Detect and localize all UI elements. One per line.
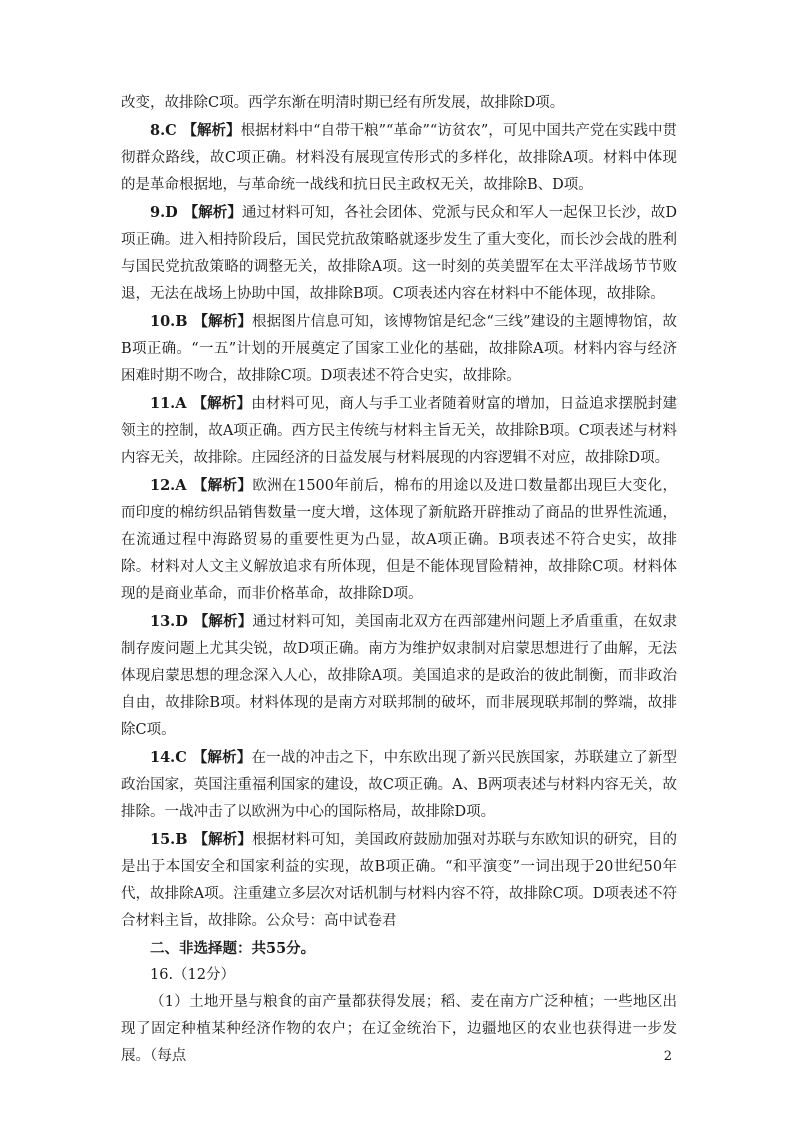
answer-14 (121, 744, 677, 826)
intro-paragraph: 改变，故排除C项。西学东渐在明清时期已经有所发展，故排除D项。 (121, 95, 565, 111)
answer-number: 14.C (150, 749, 187, 766)
analysis-tag: 【解析】 (193, 613, 253, 630)
answer-text: 在一战的冲击之下，中东欧出现了新兴民族国家，苏联建立了新型政治国家，英国注重福利国家的建设，故C项正确。A、B两项表述与材料内容无关，故排除。一战冲击了以欧洲为中心的国际格局，故排除D项。 (121, 750, 678, 820)
analysis-tag: 【解析】 (192, 395, 252, 412)
analysis-tag: 【解析】 (193, 831, 253, 848)
analysis-tag: 【解析】 (192, 477, 253, 494)
answer-8 (121, 117, 677, 199)
answer-text: 通过材料可知，各社会团体、党派与民众和军人一起保卫长沙，故D项正确。进入相持阶段后，国民党抗敌策略就逐步发生了重大变化，而长沙会战的胜利与国民党抗敌策略的调整无关，故排除A项。这一时刻的英美盟军在太平洋战场节节败退，无法在战场上协助中国，故排除B项。C项表述内容在材料中不能体现，故排除。 (121, 205, 678, 302)
question-16-part-1: （1）土地开垦与粮食的亩产量都获得发展；稻、麦在南方广泛种植；一些地区出现了固定种植某种经济作物的农户；在辽金统治下，边疆地区的农业也获得进一步发展。（每点 (121, 994, 677, 1064)
answer-text: 根据图片信息可知，该博物馆是纪念“三线”建设的主题博物馆，故B项正确。“一五”计划的开展奠定了国家工业化的基础，故排除A项。材料内容与经济困难时期不吻合，故排除C项。D项表述不符合史实，故排除。 (121, 314, 678, 384)
answer-number: 13.D (150, 613, 188, 630)
document-body (121, 90, 677, 1070)
answer-number: 12.A (150, 477, 187, 494)
answer-13 (121, 608, 677, 744)
answer-12 (121, 472, 677, 608)
analysis-tag: 【解析】 (183, 204, 243, 221)
answer-9 (121, 199, 677, 308)
answer-number: 8.C (150, 122, 177, 139)
answer-number: 9.D (150, 204, 178, 221)
answer-number: 15.B (150, 831, 188, 848)
answer-text: 欧洲在1500年前后，棉布的用途以及进口数量都出现巨大变化，而印度的棉纺织品销售数量一度大增，这体现了新航路开辟推动了商品的世界性流通，在流通过程中海路贸易的重要性更为凸显，故A项正确。B项表述不符合史实，故排除。材料对人文主义解放追求有所体现，但是不能体现冒险精神，故排除C项。材料体现的是商业革命，而非价格革命，故排除D项。 (121, 478, 678, 602)
analysis-tag: 【解析】 (193, 313, 253, 330)
answer-text: 由材料可见，商人与手工业者随着财富的增加，日益追求摆脱封建领主的控制，故A项正确。西方民主传统与材料主旨无关，故排除B项。C项表述与材料内容无关，故排除。庄园经济的日益发展与材料展现的内容逻辑不对应，故排除D项。 (121, 396, 678, 466)
question-16-label: 16.（12分） (150, 967, 236, 983)
page-number: 2 (663, 1049, 672, 1064)
analysis-tag: 【解析】 (192, 749, 252, 766)
answer-15 (121, 826, 677, 935)
answer-text: 通过材料可知，美国南北双方在西部建州问题上矛盾重重，在奴隶制存废问题上尤其尖锐，故D项正确。南方为维护奴隶制对启蒙思想进行了曲解，无法体现启蒙思想的理念深入人心，故排除A项。美国追求的是政治的彼此制衡，而非政治自由，故排除B项。材料体现的是南方对联邦制的破坏，而非展现联邦制的弊端，故排除C项。 (121, 614, 678, 738)
answer-text: 根据材料中“自带干粮”“革命”“访贫农”，可见中国共产党在实践中贯彻群众路线，故C项正确。材料没有展现宣传形式的多样化，故排除A项。材料中体现的是革命根据地，与革命统一战线和抗日民主政权无关，故排除B、D项。 (121, 123, 677, 193)
section-heading: 二、非选择题：共55分。 (150, 940, 316, 957)
answer-number: 10.B (150, 313, 188, 330)
answer-text: 根据材料可知，美国政府鼓励加强对苏联与东欧知识的研究，目的是出于本国安全和国家利益的实现，故B项正确。“和平演变”一词出现于20世纪50年代，故排除A项。注重建立多层次对话机制与材料内容不符，故排除C项。D项表述不符合材料主旨，故排除。公众号：高中试卷君 (121, 832, 678, 929)
analysis-tag: 【解析】 (182, 122, 241, 139)
answer-10 (121, 308, 677, 390)
answer-number: 11.A (150, 395, 187, 412)
answer-11 (121, 390, 677, 472)
